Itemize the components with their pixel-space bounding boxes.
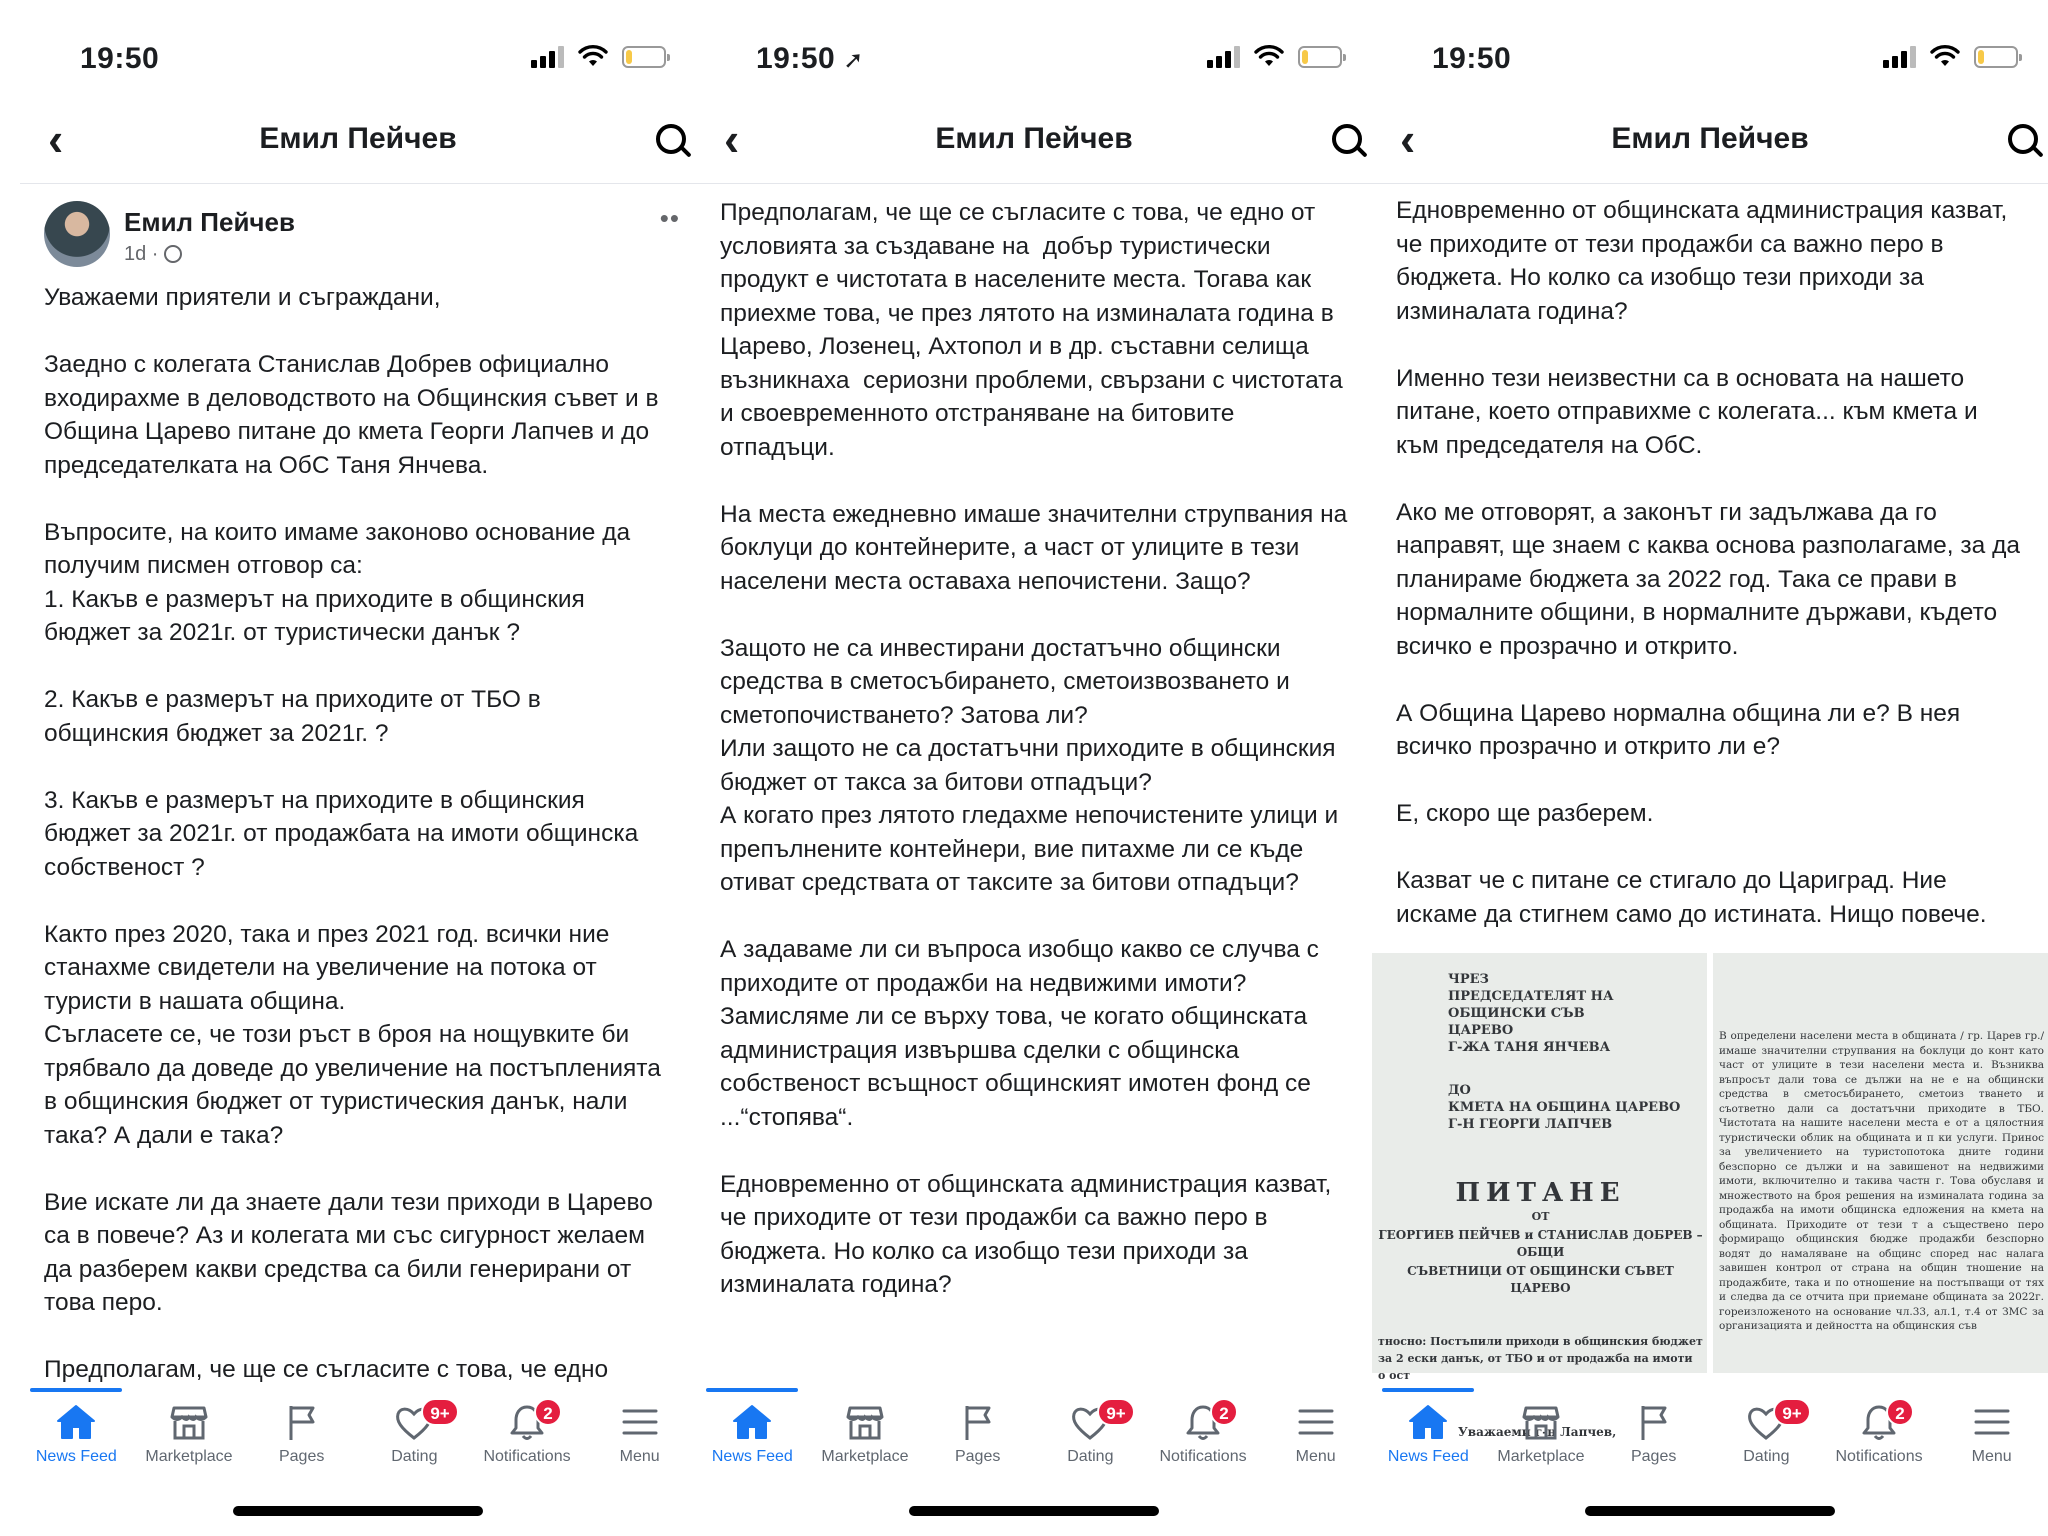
- tab-news-feed[interactable]: [696, 1394, 809, 1476]
- tab-dating[interactable]: [1034, 1394, 1147, 1476]
- search-icon[interactable]: [656, 124, 686, 154]
- battery-icon: [622, 46, 666, 68]
- tab-label: News Feed: [35, 1448, 117, 1465]
- post-content: [696, 190, 1372, 1394]
- tab-menu[interactable]: [1259, 1394, 1372, 1476]
- tab-menu[interactable]: [1935, 1394, 2048, 1476]
- phone-screen-2: [696, 0, 1372, 1536]
- tab-pages[interactable]: [921, 1394, 1034, 1476]
- marketplace-icon: [1520, 1402, 1562, 1442]
- tab-label: Notifications: [483, 1448, 571, 1465]
- wifi-icon: [1254, 46, 1284, 68]
- battery-icon: [1298, 46, 1342, 68]
- flag-icon: [1633, 1402, 1675, 1442]
- notification-badge: 2: [1210, 1398, 1238, 1426]
- post-text: Уважаеми приятели и съграждани, Заедно с колегата Станислав Добрев официално входирахме в деловодството на Общинския съвет и в Община Царево питане до кмета Георги Лапчев и до председателката на ОбС Таня Янчева. Въпросите, на които имаме законово основание да получим писмен отговор са: 1. Какъв е размерът на приходите в общинския бюджет за 2021г. от туристически данък ? 2. Какъв е размерът на приходите от ТБО в общинския бюджет за 2021г. ? 3. Какъв е размерът на приходите в общинския бюджет за 2021г. от продажбата на имоти общинска собственост ? Както през 2020, така и през 2021 год. всички ние станахме свидетели на увеличение на потока от туристи в нашата община. Съгласете се, че този ръст в броя на нощувките би трябвало да доведе до увеличение на постъпленията в общинския бюджет от туристическия данък, нали така? А дали е така? Вие искате ли да знаете дали тези приходи в Царево са в повече? Аз и колегата ми със сигурност желаем да разберем какви средства са били генерирани от това перо. Предполагам, че ще се съгласите с това, че едно: [44, 284, 661, 1383]
- tab-label: Dating: [1067, 1448, 1114, 1465]
- home-indicator[interactable]: [233, 1506, 483, 1516]
- heart-icon: [393, 1402, 450, 1442]
- post-header: [20, 185, 696, 281]
- tab-marketplace[interactable]: [1485, 1394, 1598, 1476]
- tab-notifications[interactable]: [1147, 1394, 1260, 1476]
- active-tab-indicator: [1382, 1388, 1474, 1392]
- tab-label: Marketplace: [145, 1448, 233, 1465]
- tab-label: News Feed: [1387, 1448, 1469, 1465]
- document-photo-2[interactable]: В определени населени места в общината / гр. Царев гр./ имаше значителни струпвания на боклуци до конт като част от улиците в тези населени места и. Възниква въпросът дали това се дължи на не е на общински средства в сметосъбирането, сметоиз твaнето и съответно дали са достатъчни приходите в ТБО. Чистотата на нашите населени места е от а цялостния туристически облик на общината и п ки услуги. Принос за увеличението на туристопотока дните години безспорно се дължи и на завишенот на недвижими имоти, включително и такива частн г. Това обуславя и множеството на броя решения на изминалата година за продажба на имоти общинска едложения на кмета на общината. Приходите от тези т а съществено перо формиращо общинския бюдже продажби безспорно водят до намаляване на общинс според нас налага завишен контрол от страна на общин тношение на продажбите, така и по отношение на постъпващи от тях и следва да се отчита при приемане общината за 2022г. гореизложеното на основание чл.33, ал.1, т.4 от ЗМС за организацията и дейността на общинския съв: [1713, 953, 2048, 1373]
- page-title: Емил Пейчев: [1611, 122, 1809, 155]
- flag-icon: [281, 1402, 323, 1442]
- tab-label: Marketplace: [821, 1448, 909, 1465]
- tab-label: Notifications: [1835, 1448, 1923, 1465]
- bell-icon: [1182, 1402, 1229, 1442]
- wifi-icon: [1930, 46, 1960, 68]
- notification-badge: 9+: [421, 1398, 458, 1426]
- post-content: [1372, 188, 2048, 1439]
- tab-label: Marketplace: [1497, 1448, 1585, 1465]
- phone-screen-3: [1372, 0, 2048, 1536]
- tab-label: Menu: [619, 1448, 660, 1465]
- active-tab-indicator: [706, 1388, 798, 1392]
- cellular-signal-icon: [531, 46, 564, 68]
- phone-screen-1: [20, 0, 696, 1536]
- marketplace-icon: [168, 1402, 210, 1442]
- status-bar: [1372, 0, 2048, 120]
- wifi-icon: [578, 46, 608, 68]
- attached-photos[interactable]: [1372, 953, 2048, 1439]
- hamburger-icon: [1295, 1402, 1337, 1442]
- post-content: [20, 185, 696, 1394]
- more-options-icon[interactable]: ••: [659, 203, 680, 233]
- hamburger-icon: [1971, 1402, 2013, 1442]
- notification-badge: 2: [1886, 1398, 1914, 1426]
- tab-menu[interactable]: [583, 1394, 696, 1476]
- bell-icon: [506, 1402, 553, 1442]
- active-tab-indicator: [30, 1388, 122, 1392]
- tab-label: Menu: [1971, 1448, 2012, 1465]
- tab-label: Dating: [391, 1448, 438, 1465]
- tab-label: Notifications: [1159, 1448, 1247, 1465]
- globe-icon: [164, 245, 182, 263]
- back-chevron-icon[interactable]: ‹: [724, 113, 740, 165]
- status-bar: [696, 0, 1372, 120]
- page-title: Емил Пейчев: [935, 122, 1133, 155]
- marketplace-icon: [844, 1402, 886, 1442]
- cellular-signal-icon: [1883, 46, 1916, 68]
- post-text: Едновременно от общинската администрация казват, че приходите от тези продажби са важно перо в бюджета. Но колко са изобщо тези приходи за изминалата година? Именно тези неизвестни са в основата на нашето питане, което отправихме с колегата... към кмета и към председателя на ОбС. Ако ме отговорят, а законът ги задължава да го направят, ще знаем с каква основа разполагаме, за да планираме бюджета за 2022 год. Така се прави в нормалните общини, в нормалните държави, където всичко е прозрачно и открито. А Община Царево нормална община ли е? В нея всичко прозрачно и открито ли е? Е, скоро ще разберем. Казват че с питане се стигало до Цариград. Ние искаме да стигнем само до истината. Нищо повече.: [1396, 197, 2020, 928]
- tab-dating[interactable]: [1710, 1394, 1823, 1476]
- document-photo-1[interactable]: ЧРЕЗ ПРЕДСЕДАТЕЛЯТ НА ОБЩИНСКИ СЪВ ЦАРЕВО Г-ЖА ТАНЯ ЯНЧЕВА ДО КМЕТА НА ОБЩИНА ЦАРЕВО Г-Н ГЕОРГИ ЛАПЧЕВ ПИТАНЕ ОТ ГЕОРГИЕВ ПЕЙЧЕВ и СТАНИСЛАВ ДОБРЕВ – ОБЩИ СЪВЕТНИЦИ ОТ ОБЩИНСКИ СЪВЕТ ЦАРЕВО тносно: Постъпили приходи в общинския бюджет за 2 ески данък, от ТБО и от продажба на имоти о ост Уважаеми г-н Лапчев,: [1372, 953, 1707, 1373]
- search-icon[interactable]: [1332, 124, 1362, 154]
- home-indicator[interactable]: [1585, 1506, 1835, 1516]
- tab-pages[interactable]: [1597, 1394, 1710, 1476]
- tab-label: Pages: [1630, 1448, 1677, 1465]
- battery-icon: [1974, 46, 2018, 68]
- home-icon: [1407, 1402, 1449, 1442]
- heart-icon: [1745, 1402, 1802, 1442]
- avatar[interactable]: [44, 201, 110, 267]
- notification-badge: 9+: [1097, 1398, 1134, 1426]
- tab-label: News Feed: [711, 1448, 793, 1465]
- tab-bar: [696, 1394, 1372, 1476]
- nav-bar: [696, 108, 1372, 184]
- tab-notifications[interactable]: [471, 1394, 584, 1476]
- status-time: 19:50: [80, 42, 160, 75]
- tab-bar: [1372, 1394, 2048, 1476]
- status-time: 19:50 ➚: [756, 42, 864, 75]
- search-icon[interactable]: [2008, 124, 2038, 154]
- heart-icon: [1069, 1402, 1126, 1442]
- home-icon: [731, 1402, 773, 1442]
- tab-marketplace[interactable]: [133, 1394, 246, 1476]
- nav-bar: [20, 108, 696, 184]
- status-bar: [20, 0, 696, 120]
- home-indicator[interactable]: [909, 1506, 1159, 1516]
- nav-bar: [1372, 108, 2048, 184]
- tab-bar: [20, 1394, 696, 1476]
- bell-icon: [1858, 1402, 1905, 1442]
- tab-marketplace[interactable]: [809, 1394, 922, 1476]
- hamburger-icon: [619, 1402, 661, 1442]
- tab-pages[interactable]: [245, 1394, 358, 1476]
- back-chevron-icon[interactable]: ‹: [48, 113, 64, 165]
- tab-label: Pages: [278, 1448, 325, 1465]
- status-time: 19:50: [1432, 42, 1512, 75]
- tab-dating[interactable]: [358, 1394, 471, 1476]
- notification-badge: 2: [534, 1398, 562, 1426]
- flag-icon: [957, 1402, 999, 1442]
- post-meta: [124, 243, 182, 266]
- tab-notifications[interactable]: [1823, 1394, 1936, 1476]
- home-icon: [55, 1402, 97, 1442]
- tab-label: Menu: [1295, 1448, 1336, 1465]
- page-title: Емил Пейчев: [259, 122, 457, 155]
- tab-label: Pages: [954, 1448, 1001, 1465]
- cellular-signal-icon: [1207, 46, 1240, 68]
- tab-news-feed[interactable]: [1372, 1394, 1485, 1476]
- tab-label: Dating: [1743, 1448, 1790, 1465]
- location-arrow-icon: ➚: [843, 47, 864, 74]
- post-author[interactable]: Емил Пейчев: [124, 207, 295, 237]
- post-text: Предполагам, че ще се съгласите с това, че едно от условията за създаване на добър туристически продукт е чистотата в населените места. Тогава как приехме това, че през лятото на изминалата година в Царево, Лозенец, Ахтопол и в др. съставни селища възникнаха сериозни проблеми, свързани с чистотата и своевременното отстраняване на битовите отпадъци. На места ежедневно имаше значителни струпвания на боклуци до контейнерите, а част от улиците в тези населени места оставаха непочистени. Защо? Защото не са инвестирани достатъчно общински средства в сметосъбирането, сметоизвозването и сметопочистването? Затова ли? Или защото не са достатъчни приходите в общинския бюджет от такса за битови отпадъци? А когато през лятото гледахме непочистените улици и препълнените контейнери, вие питахме ли се къде отиват средствата от таксите за битови отпадъци? А задаваме ли си въпроса изобщо какво се случва с приходите от продажби на недвижими имоти? Замисляме ли се върху това, че когато общинската администрация извършва сделки с общинска собственост всъщност общинският имотен фонд се ...“стопява“. Едновременно от общинската администрация казват, че приходите от тези продажби са важно перо в бюджета. Но колко са изобщо тези приходи за изминалата година?: [720, 199, 1348, 1298]
- post-time: 1d ·: [124, 243, 159, 265]
- tab-news-feed[interactable]: [20, 1394, 133, 1476]
- back-chevron-icon[interactable]: ‹: [1400, 113, 1416, 165]
- notification-badge: 9+: [1773, 1398, 1810, 1426]
